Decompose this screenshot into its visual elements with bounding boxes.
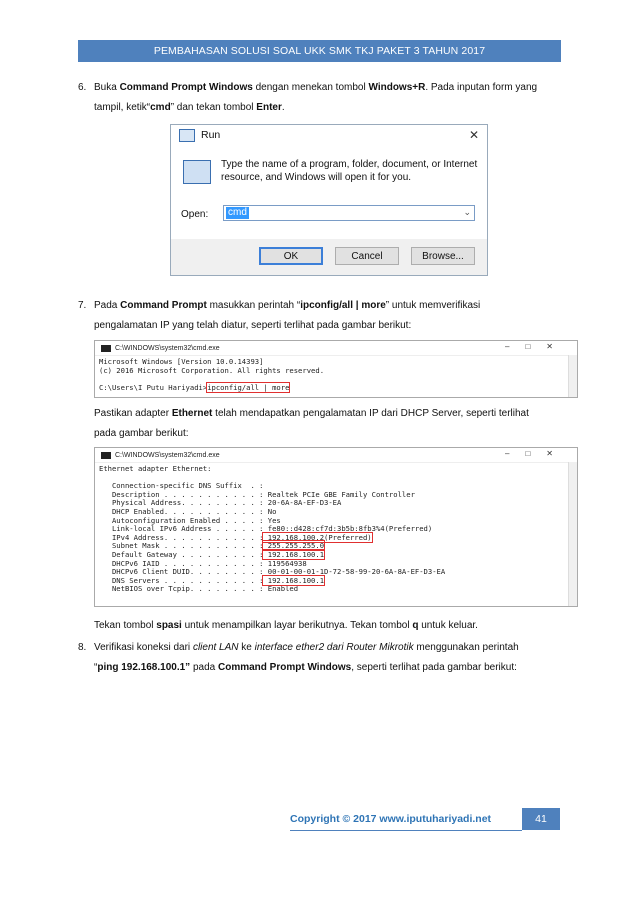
cmd-output <box>95 356 577 394</box>
text: masukkan perintah “ <box>206 300 301 311</box>
header-title: PEMBAHASAN SOLUSI SOAL UKK SMK TKJ PAKET 3 TAHUN 2017 <box>153 45 486 57</box>
ipconfig-row-label: NetBIOS over Tcpip. . . . . . . . : <box>99 584 264 594</box>
step-6 <box>78 78 563 118</box>
bold-text: Enter <box>256 102 282 113</box>
ipconfig-row-label: Link-local IPv6 Address . . . . . : <box>99 524 264 534</box>
scrollbar[interactable] <box>568 355 577 397</box>
browse-button[interactable]: Browse... <box>411 247 475 265</box>
text: Pada <box>94 300 121 311</box>
copyright-text: Copyright © 2017 www.iputuhariyadi.net <box>290 813 492 825</box>
text: , seperti terlihat pada gambar berikut: <box>351 662 517 673</box>
step-text <box>94 78 563 118</box>
ipconfig-row-label: Subnet Mask . . . . . . . . . . . : <box>99 541 264 551</box>
ok-button[interactable]: OK <box>259 247 323 265</box>
open-input-value: cmd <box>228 207 247 218</box>
cmd-titlebar <box>95 448 577 463</box>
ethernet-paragraph <box>94 404 564 444</box>
text: “ <box>94 662 98 673</box>
cmd-prompt: C:\Users\I Putu Hariyadi> <box>99 382 208 392</box>
ipconfig-row-label: Default Gateway . . . . . . . . . : <box>99 549 264 559</box>
scrollbar[interactable] <box>568 462 577 606</box>
text: Pastikan adapter <box>94 408 172 419</box>
page-number: 41 <box>522 808 560 830</box>
ipconfig-row-label: DHCP Enabled. . . . . . . . . . . : <box>99 506 264 516</box>
cmd-titlebar <box>95 341 577 356</box>
run-dialog <box>170 124 488 276</box>
ipconfig-row-label: Description . . . . . . . . . . . : <box>99 489 264 499</box>
bold-text: Command Prompt Windows <box>119 82 253 93</box>
window-controls[interactable]: –□✕ <box>505 449 569 458</box>
ipconfig-row-value: fe80::d428:cf7d:3b5b:8fb3%4(Preferred) <box>263 524 433 534</box>
cmd-icon <box>101 452 111 459</box>
step-8 <box>78 638 563 678</box>
text: tampil, ketik“ <box>94 102 151 113</box>
cmd-output <box>95 463 577 596</box>
ipconfig-row-value: 20-6A-8A-EF-D3-EA <box>263 498 342 508</box>
text: Tekan tombol <box>94 620 157 631</box>
bold-text: cmd <box>150 102 171 113</box>
adapter-heading: Ethernet adapter Ethernet: <box>99 464 212 473</box>
cancel-button[interactable]: Cancel <box>335 247 399 265</box>
chevron-down-icon[interactable]: ⌄ <box>463 207 471 217</box>
ipconfig-row-value: 192.168.100.1 <box>263 575 325 585</box>
cmd-icon <box>101 345 111 352</box>
run-title: Run <box>201 129 221 141</box>
text: untuk keluar. <box>418 620 478 631</box>
ipconfig-row-value: Enabled <box>263 584 299 594</box>
text: pada <box>190 662 218 673</box>
footer-divider <box>290 830 522 831</box>
ipconfig-row-value: 192.168.100.2(Preferred) <box>263 532 372 542</box>
ipconfig-row-label: Connection-specific DNS Suffix . : <box>99 481 264 491</box>
step-text <box>94 296 563 336</box>
text: untuk menampilkan layar berikutnya. Tekan tombol <box>181 620 413 631</box>
bold-text: q <box>412 620 419 631</box>
step-number: 8. <box>78 642 87 653</box>
cmd-title: C:\WINDOWS\system32\cmd.exe <box>115 344 220 352</box>
ipconfig-row-label: DHCPv6 Client DUID. . . . . . . . : <box>99 567 264 577</box>
cmd-window-2 <box>94 447 578 607</box>
bold-text: spasi <box>156 620 182 631</box>
ipconfig-row-value: 119564938 <box>263 558 307 568</box>
italic-text: client LAN <box>192 642 239 653</box>
bold-text: Windows+R <box>368 82 426 93</box>
bold-text: ipconfig/all | more <box>300 300 386 311</box>
close-icon[interactable]: ✕ <box>468 128 479 142</box>
text: Verifikasi koneksi dari <box>94 642 193 653</box>
cmd-line: Microsoft Windows [Version 10.0.14393] <box>99 357 264 366</box>
text: . <box>281 102 285 113</box>
ipconfig-row-value: Realtek PCIe GBE Family Controller <box>263 489 415 499</box>
bold-text: Ethernet <box>171 408 213 419</box>
window-controls[interactable]: –□✕ <box>505 342 569 351</box>
text: menggunakan perintah <box>413 642 519 653</box>
ipconfig-row-label: Autoconfiguration Enabled . . . . : <box>99 515 264 525</box>
text: ” dan tekan tombol <box>170 102 257 113</box>
ipconfig-row-label: Physical Address. . . . . . . . . : <box>99 498 264 508</box>
run-program-icon <box>183 160 211 184</box>
text: telah mendapatkan pengalamatan IP dari DHCP Server, seperti terlihat <box>212 408 529 419</box>
cmd-title: C:\WINDOWS\system32\cmd.exe <box>115 451 220 459</box>
step-number: 7. <box>78 300 87 311</box>
cmd-command-highlight: ipconfig/all | more <box>207 382 290 392</box>
bold-text: ping 192.168.100.1” <box>97 662 191 673</box>
step-number: 6. <box>78 82 87 93</box>
cmd-line: (c) 2016 Microsoft Corporation. All rights reserved. <box>99 365 325 375</box>
ipconfig-row-value: No <box>263 506 277 516</box>
ipconfig-row-value: 00-01-00-01-1D-72-58-99-20-6A-8A-EF-D3-EA <box>263 567 446 577</box>
run-icon <box>179 129 195 142</box>
text: ” untuk memverifikasi <box>385 300 481 311</box>
ipconfig-row-value: 192.168.100.1 <box>263 549 325 559</box>
ipconfig-row-value: Yes <box>263 515 281 525</box>
ipconfig-row-value: 255.255.255.0 <box>263 541 325 551</box>
ipconfig-row-label: DHCPv6 IAID . . . . . . . . . . . : <box>99 558 264 568</box>
bold-text: Command Prompt <box>120 300 207 311</box>
open-label: Open: <box>181 209 209 220</box>
run-footer <box>171 239 487 275</box>
ipconfig-row-label: IPv4 Address. . . . . . . . . . . : <box>99 532 264 542</box>
text: Buka <box>94 82 120 93</box>
text: dengan menekan tombol <box>252 82 369 93</box>
run-titlebar <box>171 125 487 145</box>
text: pengalamatan IP yang telah diatur, seperti terlihat pada gambar berikut: <box>94 320 412 331</box>
step-text <box>94 638 563 678</box>
spasi-paragraph <box>94 616 564 636</box>
text: pada gambar berikut: <box>94 428 189 439</box>
text: . Pada inputan form yang <box>425 82 538 93</box>
page-header <box>78 40 561 62</box>
cmd-window-1 <box>94 340 578 398</box>
open-input[interactable] <box>223 205 475 221</box>
bold-text: Command Prompt Windows <box>218 662 352 673</box>
italic-text: interface ether2 dari Router Mikrotik <box>254 642 414 653</box>
text: ke <box>238 642 255 653</box>
ipconfig-row-label: DNS Servers . . . . . . . . . . . : <box>99 575 264 585</box>
step-7 <box>78 296 563 336</box>
run-description: Type the name of a program, folder, document, or Internet resource, and Windows will open it for you. <box>221 159 478 183</box>
